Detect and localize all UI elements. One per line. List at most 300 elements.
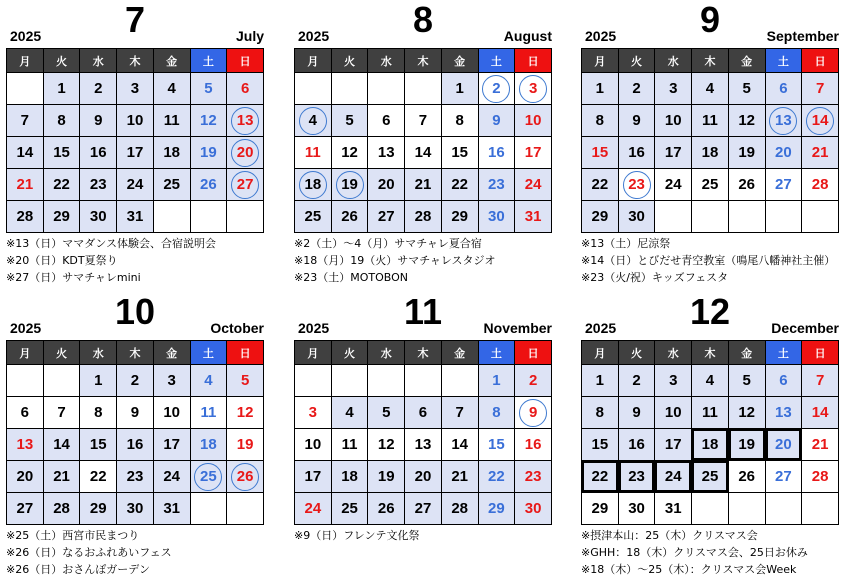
week-row	[7, 493, 264, 525]
day-cell[interactable]	[368, 105, 405, 137]
day-cell[interactable]	[765, 397, 802, 429]
week-row	[582, 365, 839, 397]
day-cell[interactable]	[227, 365, 264, 397]
day-cell[interactable]	[117, 201, 154, 233]
day-cell[interactable]	[368, 169, 405, 201]
day-cell[interactable]	[655, 397, 692, 429]
weekday-header: 土	[190, 49, 227, 73]
day-cell[interactable]	[728, 169, 765, 201]
day-number: 21	[811, 144, 829, 161]
event-note: ※18（月）19（火）サマチャレスタジオ	[294, 254, 496, 267]
day-number: 14	[414, 144, 432, 161]
day-number: 31	[524, 208, 542, 225]
month-number: 12	[689, 291, 731, 332]
day-cell[interactable]	[515, 201, 552, 233]
day-cell[interactable]	[478, 137, 515, 169]
event-day-number: 26	[231, 463, 259, 491]
day-cell[interactable]	[618, 429, 655, 461]
day-cell[interactable]	[478, 461, 515, 493]
day-number: 10	[163, 404, 180, 421]
day-cell[interactable]	[295, 461, 332, 493]
day-cell[interactable]	[43, 169, 80, 201]
day-cell[interactable]	[655, 461, 692, 493]
day-cell[interactable]	[765, 461, 802, 493]
month-name: September	[766, 28, 839, 44]
day-cell[interactable]	[441, 137, 478, 169]
month-12	[581, 292, 839, 578]
week-row	[295, 461, 552, 493]
day-cell[interactable]	[43, 429, 80, 461]
day-cell[interactable]	[618, 137, 655, 169]
day-cell[interactable]	[295, 169, 332, 201]
day-cell[interactable]	[692, 397, 729, 429]
day-cell[interactable]	[295, 201, 332, 233]
empty-cell	[227, 201, 264, 233]
day-number: 9	[492, 112, 501, 129]
day-cell[interactable]	[515, 365, 552, 397]
month-name: July	[235, 28, 264, 44]
day-cell[interactable]	[728, 137, 765, 169]
day-cell[interactable]	[80, 169, 117, 201]
day-cell[interactable]	[153, 169, 190, 201]
day-cell[interactable]	[765, 73, 802, 105]
month-table	[294, 340, 552, 525]
day-cell[interactable]	[153, 365, 190, 397]
month-header	[581, 292, 839, 340]
day-cell[interactable]	[441, 169, 478, 201]
day-cell[interactable]	[692, 169, 729, 201]
day-cell[interactable]	[117, 105, 154, 137]
day-cell[interactable]	[765, 105, 802, 137]
day-cell[interactable]	[515, 73, 552, 105]
day-cell[interactable]	[582, 201, 619, 233]
day-number: 23	[488, 176, 505, 193]
day-cell[interactable]	[7, 105, 44, 137]
day-cell[interactable]	[441, 105, 478, 137]
weekday-header: 日	[515, 341, 552, 365]
day-number: 16	[488, 144, 505, 161]
day-number: 26	[200, 176, 217, 193]
day-cell[interactable]	[331, 201, 368, 233]
day-cell[interactable]	[153, 73, 190, 105]
day-number: 29	[451, 208, 468, 225]
day-cell[interactable]	[227, 73, 264, 105]
month-table	[581, 48, 839, 233]
event-day-number: 18	[299, 171, 327, 199]
day-cell[interactable]	[405, 169, 442, 201]
day-number: 15	[451, 144, 468, 161]
day-number: 10	[304, 436, 322, 453]
week-row	[7, 461, 264, 493]
day-cell[interactable]	[331, 105, 368, 137]
day-cell[interactable]	[43, 397, 80, 429]
day-cell[interactable]	[478, 493, 515, 525]
day-cell[interactable]	[582, 397, 619, 429]
day-cell[interactable]	[117, 493, 154, 525]
day-cell[interactable]	[405, 429, 442, 461]
weekday-header: 水	[80, 341, 117, 365]
day-cell[interactable]	[478, 365, 515, 397]
day-number: 5	[382, 404, 391, 421]
day-number: 28	[811, 468, 829, 485]
day-number: 24	[126, 176, 144, 193]
week-row	[7, 397, 264, 429]
day-cell[interactable]	[405, 201, 442, 233]
day-number: 28	[811, 176, 829, 193]
day-cell[interactable]	[153, 105, 190, 137]
day-number: 11	[702, 112, 718, 129]
day-number: 6	[779, 80, 788, 97]
day-number: 16	[524, 436, 542, 453]
day-cell[interactable]	[227, 461, 264, 493]
day-cell[interactable]	[405, 493, 442, 525]
day-number: 12	[377, 436, 395, 453]
day-cell[interactable]	[728, 461, 765, 493]
day-cell[interactable]	[618, 365, 655, 397]
day-cell[interactable]	[117, 429, 154, 461]
day-cell[interactable]	[618, 493, 655, 525]
day-cell[interactable]	[618, 105, 655, 137]
day-cell[interactable]	[80, 397, 117, 429]
day-cell[interactable]	[331, 461, 368, 493]
day-number: 30	[524, 500, 542, 517]
day-cell[interactable]	[295, 397, 332, 429]
day-cell[interactable]	[692, 429, 729, 461]
day-cell[interactable]	[441, 201, 478, 233]
day-cell[interactable]	[7, 429, 44, 461]
day-cell[interactable]	[153, 397, 190, 429]
week-row	[295, 493, 552, 525]
weekday-header-row	[582, 49, 839, 73]
day-cell[interactable]	[331, 137, 368, 169]
day-cell[interactable]	[728, 397, 765, 429]
weekday-header: 月	[295, 49, 332, 73]
day-cell[interactable]	[515, 461, 552, 493]
day-number: 21	[53, 468, 70, 485]
day-cell[interactable]	[515, 493, 552, 525]
day-cell[interactable]	[655, 105, 692, 137]
day-cell[interactable]	[227, 429, 264, 461]
day-cell[interactable]	[80, 365, 117, 397]
day-cell[interactable]	[655, 73, 692, 105]
day-number: 7	[455, 404, 464, 421]
day-cell[interactable]	[515, 397, 552, 429]
day-cell[interactable]	[692, 365, 729, 397]
day-number: 25	[701, 176, 719, 193]
day-cell[interactable]	[7, 169, 44, 201]
day-cell[interactable]	[441, 461, 478, 493]
day-cell[interactable]	[582, 73, 619, 105]
week-row	[295, 169, 552, 201]
day-cell[interactable]	[655, 365, 692, 397]
week-row	[582, 493, 839, 525]
day-number: 13	[16, 436, 34, 453]
day-cell[interactable]	[80, 493, 117, 525]
weekday-header: 金	[441, 49, 478, 73]
day-cell[interactable]	[190, 137, 227, 169]
day-number: 7	[418, 112, 428, 129]
day-cell[interactable]	[441, 493, 478, 525]
day-number: 13	[414, 436, 432, 453]
day-cell[interactable]	[582, 137, 619, 169]
day-number: 2	[94, 80, 103, 97]
day-number: 7	[57, 404, 66, 421]
event-day-number: 20	[231, 139, 259, 167]
day-number: 19	[377, 468, 395, 485]
day-cell[interactable]	[478, 169, 515, 201]
day-cell[interactable]	[515, 105, 552, 137]
day-cell[interactable]	[117, 169, 154, 201]
day-cell[interactable]	[153, 461, 190, 493]
day-number: 23	[126, 468, 144, 485]
day-number: 26	[341, 208, 358, 225]
day-cell[interactable]	[582, 493, 619, 525]
weekday-header: 土	[765, 49, 802, 73]
day-cell[interactable]	[295, 137, 332, 169]
day-cell[interactable]	[405, 137, 442, 169]
day-cell[interactable]	[765, 137, 802, 169]
day-number: 14	[451, 436, 468, 453]
day-cell[interactable]	[802, 105, 839, 137]
event-day-number: 9	[519, 399, 547, 427]
day-cell[interactable]	[43, 201, 80, 233]
weekday-header: 水	[655, 49, 692, 73]
day-cell[interactable]	[190, 461, 227, 493]
day-cell[interactable]	[117, 461, 154, 493]
day-cell[interactable]	[153, 137, 190, 169]
day-cell[interactable]	[80, 461, 117, 493]
day-number: 14	[811, 404, 829, 421]
month-11	[294, 292, 552, 544]
day-cell[interactable]	[331, 493, 368, 525]
day-number: 6	[418, 404, 428, 421]
day-cell[interactable]	[655, 493, 692, 525]
weekday-header: 土	[478, 49, 515, 73]
day-number: 22	[591, 176, 609, 193]
day-cell[interactable]	[227, 137, 264, 169]
day-cell[interactable]	[7, 461, 44, 493]
day-cell[interactable]	[227, 397, 264, 429]
day-cell[interactable]	[80, 73, 117, 105]
weekday-header: 金	[441, 341, 478, 365]
day-cell[interactable]	[765, 365, 802, 397]
day-cell[interactable]	[80, 201, 117, 233]
day-cell[interactable]	[582, 105, 619, 137]
weekday-header: 日	[802, 49, 839, 73]
weekday-header: 火	[43, 341, 80, 365]
day-cell[interactable]	[728, 429, 765, 461]
year-label: 2025	[10, 28, 42, 44]
day-cell[interactable]	[618, 461, 655, 493]
day-number: 7	[20, 112, 30, 129]
day-cell[interactable]	[728, 73, 765, 105]
day-cell[interactable]	[295, 429, 332, 461]
day-cell[interactable]	[802, 365, 839, 397]
day-cell[interactable]	[692, 137, 729, 169]
day-cell[interactable]	[405, 461, 442, 493]
event-note: ※摂津本山：25（木）クリスマス会	[581, 529, 758, 542]
month-header	[6, 292, 264, 340]
day-cell[interactable]	[765, 429, 802, 461]
day-cell[interactable]	[478, 201, 515, 233]
day-cell[interactable]	[655, 429, 692, 461]
day-cell[interactable]	[331, 429, 368, 461]
day-cell[interactable]	[7, 201, 44, 233]
day-cell[interactable]	[227, 169, 264, 201]
day-cell[interactable]	[117, 365, 154, 397]
day-cell[interactable]	[117, 73, 154, 105]
day-number: 5	[742, 80, 751, 97]
day-cell[interactable]	[441, 73, 478, 105]
day-number: 2	[130, 372, 140, 389]
day-cell[interactable]	[478, 397, 515, 429]
day-cell[interactable]	[802, 73, 839, 105]
day-number: 1	[94, 372, 103, 389]
day-cell[interactable]	[515, 137, 552, 169]
day-cell[interactable]	[765, 169, 802, 201]
month-number: 11	[403, 291, 443, 332]
day-cell[interactable]	[117, 137, 154, 169]
day-cell[interactable]	[478, 73, 515, 105]
day-number: 4	[705, 372, 715, 389]
day-cell[interactable]	[802, 397, 839, 429]
day-cell[interactable]	[43, 73, 80, 105]
day-cell[interactable]	[190, 397, 227, 429]
day-cell[interactable]	[117, 397, 154, 429]
week-row	[295, 201, 552, 233]
day-number: 31	[163, 500, 180, 517]
day-cell[interactable]	[582, 169, 619, 201]
weekday-header: 木	[405, 49, 442, 73]
day-cell[interactable]	[190, 429, 227, 461]
day-cell[interactable]	[153, 429, 190, 461]
day-cell[interactable]	[478, 429, 515, 461]
event-notes	[6, 527, 268, 578]
day-cell[interactable]	[692, 73, 729, 105]
day-number: 20	[775, 144, 792, 161]
day-cell[interactable]	[190, 105, 227, 137]
day-cell[interactable]	[582, 365, 619, 397]
day-number: 22	[451, 176, 468, 193]
day-cell[interactable]	[368, 429, 405, 461]
day-cell[interactable]	[190, 73, 227, 105]
day-cell[interactable]	[7, 397, 44, 429]
weekday-header: 月	[7, 341, 44, 365]
day-cell[interactable]	[655, 137, 692, 169]
day-cell[interactable]	[802, 461, 839, 493]
day-number: 23	[524, 468, 542, 485]
day-cell[interactable]	[692, 105, 729, 137]
day-cell[interactable]	[802, 169, 839, 201]
day-cell[interactable]	[441, 429, 478, 461]
day-cell[interactable]	[43, 461, 80, 493]
day-number: 23	[89, 176, 107, 193]
day-cell[interactable]	[7, 493, 44, 525]
day-cell[interactable]	[478, 105, 515, 137]
day-cell[interactable]	[227, 105, 264, 137]
empty-cell	[765, 201, 802, 233]
day-cell[interactable]	[692, 461, 729, 493]
day-cell[interactable]	[153, 493, 190, 525]
week-row	[7, 365, 264, 397]
day-cell[interactable]	[43, 137, 80, 169]
day-cell[interactable]	[655, 169, 692, 201]
empty-cell	[405, 73, 442, 105]
day-cell[interactable]	[190, 365, 227, 397]
day-cell[interactable]	[295, 105, 332, 137]
day-number: 15	[591, 436, 609, 453]
day-cell[interactable]	[618, 169, 655, 201]
day-cell[interactable]	[43, 105, 80, 137]
day-number: 3	[669, 80, 678, 97]
day-cell[interactable]	[728, 365, 765, 397]
weekday-header: 火	[618, 49, 655, 73]
day-cell[interactable]	[295, 493, 332, 525]
day-cell[interactable]	[43, 493, 80, 525]
day-cell[interactable]	[802, 429, 839, 461]
day-cell[interactable]	[618, 201, 655, 233]
day-number: 11	[702, 404, 718, 421]
day-cell[interactable]	[331, 169, 368, 201]
day-cell[interactable]	[368, 493, 405, 525]
day-cell[interactable]	[728, 105, 765, 137]
day-cell[interactable]	[368, 461, 405, 493]
day-number: 17	[664, 144, 682, 161]
day-number: 15	[89, 436, 107, 453]
day-number: 10	[126, 112, 144, 129]
day-cell[interactable]	[618, 73, 655, 105]
day-cell[interactable]	[618, 397, 655, 429]
month-table	[294, 48, 552, 233]
event-notes	[6, 235, 268, 286]
day-cell[interactable]	[802, 137, 839, 169]
day-number: 20	[16, 468, 34, 485]
week-row	[7, 73, 264, 105]
day-cell[interactable]	[405, 105, 442, 137]
day-cell[interactable]	[368, 201, 405, 233]
day-number: 1	[492, 372, 501, 389]
day-cell[interactable]	[582, 461, 619, 493]
day-number: 28	[451, 500, 468, 517]
day-cell[interactable]	[441, 397, 478, 429]
day-cell[interactable]	[368, 137, 405, 169]
weekday-header: 月	[295, 341, 332, 365]
weekday-header-row	[582, 341, 839, 365]
year-label: 2025	[585, 28, 617, 44]
day-number: 26	[738, 176, 755, 193]
day-cell[interactable]	[331, 397, 368, 429]
month-header	[581, 0, 839, 48]
day-number: 20	[377, 176, 395, 193]
day-cell[interactable]	[515, 169, 552, 201]
weekday-header: 月	[582, 341, 619, 365]
day-cell[interactable]	[405, 397, 442, 429]
day-cell[interactable]	[80, 105, 117, 137]
day-cell[interactable]	[582, 429, 619, 461]
empty-cell	[7, 73, 44, 105]
day-cell[interactable]	[7, 137, 44, 169]
event-note: ※13（日）ママダンス体験会、合宿説明会	[6, 237, 216, 250]
day-number: 18	[701, 436, 719, 453]
day-cell[interactable]	[515, 429, 552, 461]
year-label: 2025	[298, 320, 330, 336]
day-cell[interactable]	[190, 169, 227, 201]
event-day-number: 25	[194, 463, 222, 491]
day-cell[interactable]	[80, 429, 117, 461]
day-cell[interactable]	[368, 397, 405, 429]
day-cell[interactable]	[80, 137, 117, 169]
event-notes	[581, 235, 841, 286]
